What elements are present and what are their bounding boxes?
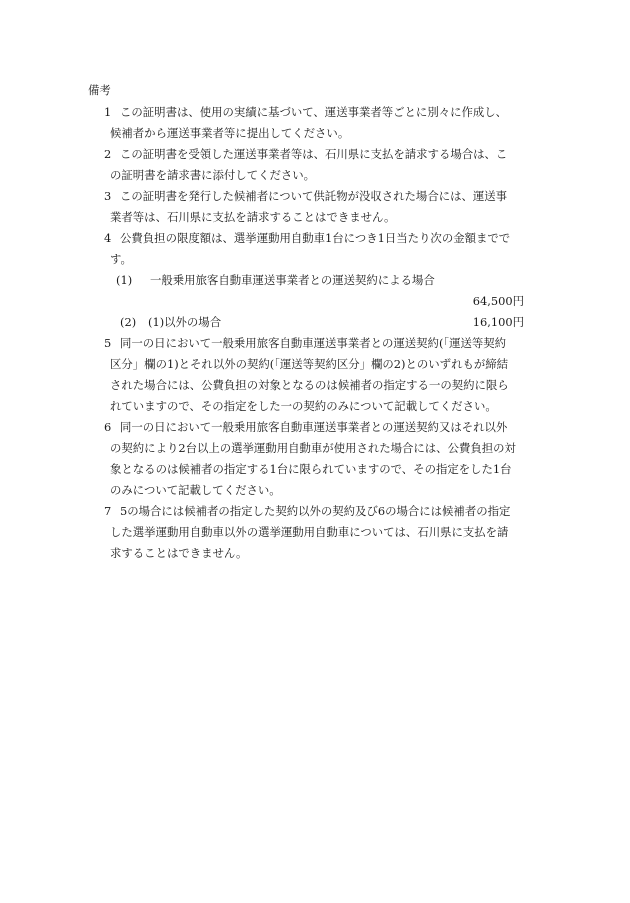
- note-6: [88, 417, 524, 501]
- note-2: [88, 144, 524, 186]
- limit-item-2-amount: 16,100円: [472, 315, 524, 329]
- note-text-line: 同一の日において一般乗用旅客自動車運送事業者との運送契約(「運送等契約: [120, 336, 507, 350]
- limit-item-text: 一般乗用旅客自動車運送事業者との運送契約による場合: [150, 273, 435, 287]
- limit-item-1: [88, 270, 524, 291]
- note-text-line: 候補者から運送事業者等に提出してください。: [110, 126, 350, 140]
- note-text-line: れていますので、その指定をした一の契約のみについて記載してください。: [110, 399, 497, 413]
- limit-item-text: (1)以外の場合: [148, 315, 222, 329]
- note-1: [88, 102, 524, 144]
- note-number: 6: [104, 420, 112, 434]
- limit-item-number: (2): [120, 315, 137, 329]
- note-text-line: 業者等は、石川県に支払を請求することはできません。: [110, 210, 396, 224]
- note-text-line: この証明書を受領した運送事業者等は、石川県に支払を請求する場合は、こ: [120, 147, 508, 161]
- limit-item-1-amount: 64,500円: [472, 294, 524, 308]
- limit-item-number: (1): [116, 273, 133, 287]
- note-text-line: した選挙運動用自動車以外の選挙運動用自動車については、石川県に支払を請: [110, 525, 509, 539]
- note-number: 1: [104, 105, 112, 119]
- note-text-line: 象となるのは候補者の指定する1台に限られていますので、その指定をした1台: [110, 462, 512, 476]
- note-text-line: の証明書を請求書に添付してください。: [110, 168, 316, 182]
- note-text-line: この証明書は、使用の実績に基づいて、運送事業者等ごとに別々に作成し、: [120, 105, 508, 119]
- limit-item-2: [88, 312, 524, 333]
- note-text-line: 公費負担の限度額は、選挙運動用自動車1台につき1日当たり次の金額までで: [120, 231, 511, 245]
- note-text-line: 区分」欄の1)とそれ以外の契約(「運送等契約区分」欄の2)とのいずれもが締結: [110, 357, 509, 371]
- note-text-line: 同一の日において一般乗用旅客自動車運送事業者との運送契約又はそれ以外: [120, 420, 508, 434]
- note-text-line: のみについて記載してください。: [110, 483, 281, 497]
- note-number: 3: [104, 189, 112, 203]
- note-text-line: された場合には、公費負担の対象となるのは候補者の指定する一の契約に限ら: [110, 378, 509, 392]
- note-3: [88, 186, 524, 228]
- remarks-section: [88, 80, 524, 564]
- remarks-heading: 備考: [88, 83, 111, 97]
- note-text-line: の契約により2台以上の選挙運動用自動車が使用された場合には、公費負担の対: [110, 441, 516, 455]
- note-number: 4: [104, 231, 112, 245]
- note-5: [88, 333, 524, 417]
- note-4: [88, 228, 524, 270]
- note-text-line: す。: [110, 252, 132, 266]
- note-number: 5: [104, 336, 112, 350]
- note-text-line: この証明書を発行した候補者について供託物が没収された場合には、運送事: [120, 189, 508, 203]
- note-number: 7: [104, 504, 112, 518]
- note-text-line: 求することはできません。: [110, 546, 248, 560]
- note-7: [88, 501, 524, 564]
- note-number: 2: [104, 147, 112, 161]
- note-text-line: 5の場合には候補者の指定した契約以外の契約及び6の場合には候補者の指定: [120, 504, 511, 518]
